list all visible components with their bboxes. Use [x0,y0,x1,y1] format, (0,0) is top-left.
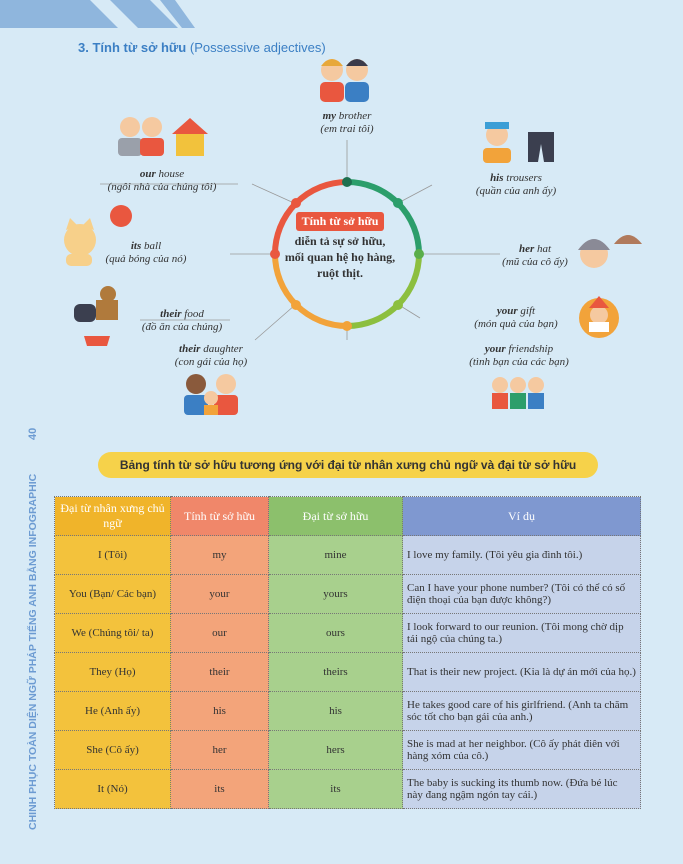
cell-possessive-adjective: her [171,731,269,770]
cell-possessive-pronoun: yours [269,575,403,614]
header-subject-pronoun: Đại từ nhân xưng chủ ngữ [55,497,171,536]
center-line-2: mối quan hệ họ hàng, [284,250,396,264]
trousers-icon [483,122,554,163]
cell-subject: She (Cô ấy) [55,731,171,770]
example-label-her-hat: her hat (mũ của cô ấy) [502,243,568,268]
example-label-his-trousers: his trousers (quần của anh ấy) [475,172,557,197]
example-label-its-ball: its ball (quả bóng của nó) [105,240,187,265]
table-header-row [55,497,641,536]
cell-subject: They (Họ) [55,653,171,692]
cell-subject: It (Nó) [55,770,171,809]
house-family-icon [118,117,208,156]
cell-possessive-adjective: its [171,770,269,809]
example-label-their-food: their food (đồ ăn của chúng) [141,308,223,333]
hat-icon [578,235,642,268]
cell-possessive-pronoun: his [269,692,403,731]
center-tag: Tính từ sở hữu [296,212,385,231]
table-row [55,653,641,692]
cell-possessive-pronoun: theirs [269,653,403,692]
example-label-our-house: our house (ngôi nhà của chúng tôi) [107,168,217,193]
page-number: 40 [27,427,39,440]
table-row [55,770,641,809]
cell-possessive-pronoun: its [269,770,403,809]
section-subtitle: (Possessive adjectives) [189,40,326,55]
header-possessive-pronoun: Đại từ sở hữu [269,497,403,536]
table-row [55,731,641,770]
example-label-my-brother: my brother (em trai tôi) [320,110,374,135]
center-definition [270,212,410,281]
table-row [55,536,641,575]
section-number: 3. [78,40,89,55]
cell-subject: I (Tôi) [55,536,171,575]
cell-example: That is their new project. (Kia là dự án mới của họ.) [403,653,641,692]
friends-icon [492,377,544,409]
cell-possessive-adjective: their [171,653,269,692]
cell-example: I love my family. (Tôi yêu gia đình tôi.) [403,536,641,575]
example-label-your-gift: your gift (món quà của bạn) [474,305,558,330]
brothers-icon [320,59,369,102]
center-line-3: ruột thịt. [317,266,363,280]
example-label-your-friendship: your friendship (tình bạn của các bạn) [469,343,569,368]
cell-example: She is mad at her neighbor. (Cô ấy phát điên với hàng xóm của cô.) [403,731,641,770]
table-row [55,692,641,731]
cell-possessive-adjective: my [171,536,269,575]
table-row [55,575,641,614]
cell-example: He takes good care of his girlfriend. (Anh ta chăm sóc tốt cho bạn gái của anh.) [403,692,641,731]
cell-possessive-adjective: his [171,692,269,731]
header-possessive-adjective: Tính từ sở hữu [171,497,269,536]
book-title: CHINH PHỤC TOÀN DIỆN NGỮ PHÁP TIẾNG ANH BẰNG INFOGRAPHIC [27,473,39,830]
cell-possessive-pronoun: mine [269,536,403,575]
cell-subject: We (Chúng tôi/ ta) [55,614,171,653]
cell-subject: He (Anh ấy) [55,692,171,731]
cell-subject: You (Bạn/ Các bạn) [55,575,171,614]
table-row [55,614,641,653]
daughter-family-icon [184,374,238,415]
cell-possessive-pronoun: hers [269,731,403,770]
gift-icon [579,296,619,338]
section-title: Tính từ sở hữu [92,40,187,55]
cell-possessive-adjective: your [171,575,269,614]
table-title-banner: Bảng tính từ sở hữu tương ứng với đại từ nhân xưng chủ ngữ và đại từ sở hữu [98,452,598,478]
cell-example: I look forward to our reunion. (Tôi mong chờ dịp tái ngộ của chúng ta.) [403,614,641,653]
example-label-their-daughter: their daughter (con gái của họ) [174,343,248,368]
center-line-1: diễn tả sự sở hữu, [294,234,386,248]
cell-possessive-adjective: our [171,614,269,653]
header-example: Ví dụ [403,497,641,536]
cell-example: The baby is sucking its thumb now. (Đứa bé lúc này đang ngậm ngón tay cái.) [403,770,641,809]
cell-possessive-pronoun: ours [269,614,403,653]
possessive-table [54,496,641,809]
pets-food-icon [74,286,118,346]
cell-example: Can I have your phone number? (Tôi có thể có số điện thoại của bạn được không?) [403,575,641,614]
